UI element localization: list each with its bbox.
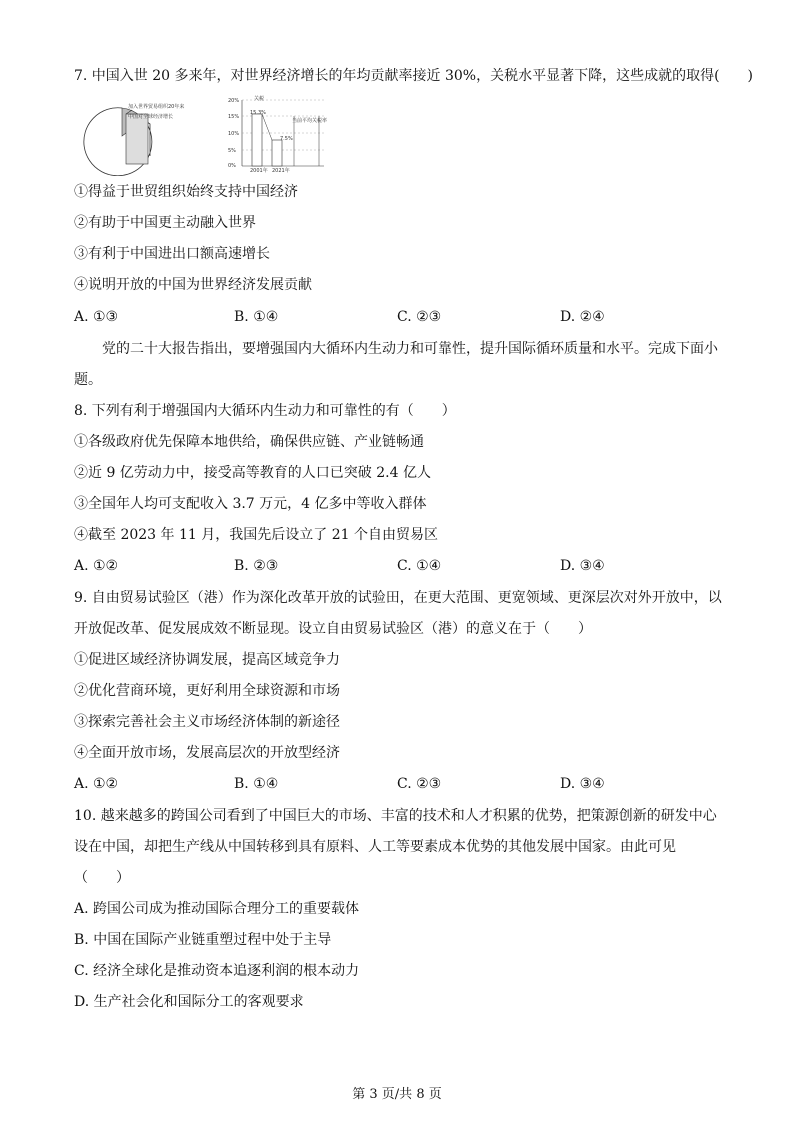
bar-x-1: 2001年 [250,168,268,174]
pie-caption-1: 加入世界贸易组织20年来 [128,104,185,110]
q7-option-b[interactable]: B. ①④ [234,309,279,325]
q10-stem-line-2: 设在中国，却把生产线从中国转移到具有原料、人工等要素成本优势的其他发展中国家。由此可见 [74,839,676,855]
q10-stem-line-3: （ ） [74,870,130,886]
intro-line-1: 党的二十大报告指出，要增强国内大循环内生动力和可靠性，提升国际循环质量和水平。完成下面小 [102,341,718,357]
tick-5: 5% [228,148,236,154]
q8-item-1: ①各级政府优先保障本地供给，确保供应链、产业链畅通 [74,434,424,450]
q10-option-a[interactable]: A. 跨国公司成为推动国际合理分工的重要载体 [74,901,360,917]
q9-option-a[interactable]: A. ①② [74,776,119,792]
q9-item-3: ③探索完善社会主义市场经济体制的新途径 [74,714,340,730]
q7-item-2: ②有助于中国更主动融入世界 [74,215,256,231]
tick-10: 10% [228,131,240,137]
q9-option-d[interactable]: D. ③④ [560,776,605,792]
q7-stem: 7. 中国入世 20 多来年，对世界经济增长的年均贡献率接近 30%，关税水平显著下降，这些成就的取得( ) [74,68,754,84]
q7-option-d[interactable]: D. ②④ [560,309,605,325]
q7-item-3: ③有利于中国进出口额高速增长 [74,246,270,262]
q8-item-4: ④截至 2023 年 11 月，我国先后设立了 21 个自由贸易区 [74,527,438,543]
q10-option-c[interactable]: C. 经济全球化是推动资本追逐利润的根本动力 [74,963,360,979]
q7-figure [74,96,334,176]
q9-item-2: ②优化营商环境，更好利用全球资源和市场 [74,683,340,699]
bar-value-2: 7.5% [280,136,293,142]
q8-option-c[interactable]: C. ①④ [397,558,442,574]
q7-option-a[interactable]: A. ①③ [74,309,119,325]
q10-option-b[interactable]: B. 中国在国际产业链重塑过程中处于主导 [74,932,332,948]
q9-option-b[interactable]: B. ①④ [234,776,279,792]
q9-stem-line-2: 开放促改革、促发展成效不断显现。设立自由贸易试验区（港）的意义在于（ ） [74,621,592,637]
bar-note: 当前平均关税率 [292,118,328,124]
q8-option-a[interactable]: A. ①② [74,558,119,574]
q8-stem: 8. 下列有利于增强国内大循环内生动力和可靠性的有（ ） [74,403,456,419]
q7-item-1: ①得益于世贸组织始终支持中国经济 [74,184,298,200]
q9-option-c[interactable]: C. ②③ [397,776,442,792]
q8-item-2: ②近 9 亿劳动力中，接受高等教育的人口已突破 2.4 亿人 [74,465,431,481]
bar-value-1: 15.3% [250,110,266,116]
q7-item-4: ④说明开放的中国为世界经济发展贡献 [74,277,312,293]
q10-stem-line-1: 10. 越来越多的跨国公司看到了中国巨大的市场、丰富的技术和人才积累的优势，把策源创新的研发中心 [74,808,717,824]
q8-option-b[interactable]: B. ②③ [234,558,279,574]
tick-0: 0% [228,163,236,169]
intro-line-2: 题。 [74,372,102,388]
q9-stem-line-1: 9. 自由贸易试验区（港）作为深化改革开放的试验田，在更大范围、更宽领域、更深层次对外开放中，以 [74,590,722,606]
q10-option-d[interactable]: D. 生产社会化和国际分工的客观要求 [74,994,304,1010]
tick-15: 15% [228,114,240,120]
q9-item-4: ④全面开放市场，发展高层次的开放型经济 [74,745,340,761]
bar-x-2: 2021年 [272,168,290,174]
q9-item-1: ①促进区域经济协调发展，提高区域竞争力 [74,652,340,668]
q7-option-c[interactable]: C. ②③ [397,309,442,325]
q8-item-3: ③全国年人均可支配收入 3.7 万元，4 亿多中等收入群体 [74,496,427,512]
pie-caption-2: 中国对全球经济增长 [128,114,174,120]
tick-20: 20% [228,98,240,104]
page-footer: 第 3 页/共 8 页 [352,1087,442,1102]
q8-option-d[interactable]: D. ③④ [560,558,605,574]
q7-bar-chart [224,96,334,174]
bar-label-top: 关税 [254,96,265,102]
